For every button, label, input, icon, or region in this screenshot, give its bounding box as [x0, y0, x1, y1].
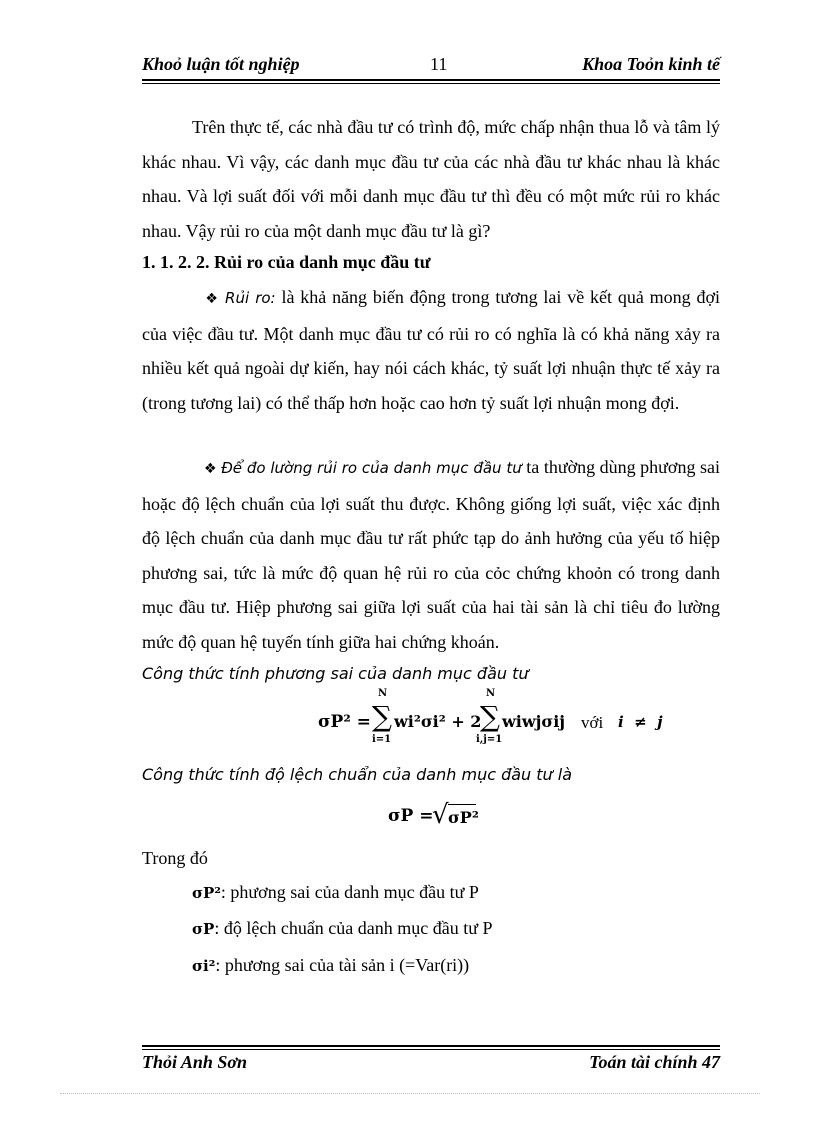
header-rule-thick: [142, 79, 720, 81]
sum-top-2: N: [486, 688, 496, 699]
measure-paragraph: [142, 450, 720, 659]
definitions-intro: Trong đó: [142, 848, 208, 868]
sum-top-1: N: [378, 688, 388, 699]
sigma-sum-icon: ∑: [372, 700, 392, 733]
stddev-formula: [388, 800, 488, 840]
diamond-bullet-icon: ❖: [204, 461, 217, 477]
variance-lhs: σP² =: [318, 712, 371, 732]
footer-rule-thin: [142, 1049, 720, 1050]
footer-left: Thỏi Anh Sơn: [142, 1052, 248, 1072]
variance-caption: Công thức tính phương sai của danh mục đầu tư: [142, 664, 529, 683]
measure-text: ta thường dùng phương sai hoặc độ lệch chuẩn của lợi suất thu được. Không giống lợi suất, việc xác định độ lệch chuẩn của danh mục đầu tư rất phức tạp do ảnh hưởng của yếu tố hiệp phương sai, tức là mức độ quan hệ rủi ro của cỏc chứng khoỏn có trong danh mục đầu tư. Hiệp phương sai giữa lợi suất của hai tài sản là chỉ tiêu đo lường mức độ quan hệ tuyến tính giữa hai chứng khoán.: [142, 457, 720, 652]
variance-formula: [318, 688, 663, 754]
definition-item: [192, 918, 493, 939]
condition: i ≠ j: [618, 713, 663, 731]
sum-bottom-1: i=1: [372, 734, 392, 745]
page-edge-dotted-line: [60, 1093, 760, 1094]
section-heading: 1. 1. 2. 2. Rủi ro của danh mục đầu tư: [142, 252, 431, 272]
stddev-lhs: σP =: [388, 806, 434, 826]
intro-text: Trên thực tế, các nhà đầu tư có trình độ, mức chấp nhận thua lỗ và tâm lý khác nhau. Vì vậy, các danh mục đầu tư của các nhà đầu tư khác nhau là khác nhau. Và lợi suất đối với mỗi danh mục đầu tư thì đều có một mức rủi ro khác nhau. Vậy rủi ro của một danh mục đầu tư là gì?: [142, 117, 720, 241]
definition-symbol: σi²: [192, 957, 216, 975]
sqrt-icon: √: [432, 800, 449, 830]
definition-text: : phương sai của tài sản i (=Var(ri)): [215, 955, 470, 975]
stddev-caption: Công thức tính độ lệch chuẩn của danh mục đầu tư là: [142, 765, 573, 784]
header-left: Khoỏ luận tốt nghiệp: [142, 54, 300, 74]
diamond-bullet-icon: ❖: [204, 291, 220, 307]
definition-symbol: σP: [192, 920, 215, 938]
page-number: 11: [430, 54, 448, 74]
condition-word: với: [581, 713, 604, 732]
footer-right: Toán tài chính 47: [589, 1052, 720, 1072]
footer-rule-thick: [142, 1045, 720, 1047]
definition-text: : độ lệch chuẩn của danh mục đầu tư P: [214, 918, 493, 938]
intro-paragraph: [142, 110, 720, 248]
definition-item: [192, 955, 469, 976]
header-right: Khoa Toỏn kinh tế: [582, 54, 720, 74]
variance-term-2: wiwjσij: [502, 712, 566, 731]
definition-item: [192, 882, 479, 903]
measure-term: Để đo lường rủi ro của danh mục đầu tư: [221, 459, 522, 477]
sigma-sum-icon: ∑: [480, 700, 500, 733]
risk-paragraph: [142, 280, 720, 420]
risk-text: là khả năng biến động trong tương lai về kết quả mong đợi của việc đầu tư. Một danh mục đầu tư có rủi ro có nghĩa là có khả năng xảy ra nhiều kết quả ngoài dự kiến, hay nói cách khác, tỷ suất lợi nhuận thực tế xảy ra (trong tương lai) có thể thấp hơn hoặc cao hơn tỷ suất lợi nhuận mong đợi.: [142, 287, 721, 413]
stddev-radicand: σP²: [448, 808, 479, 827]
definition-symbol: σP²: [192, 884, 221, 902]
definition-text: : phương sai của danh mục đầu tư P: [220, 882, 479, 902]
variance-term-1: wi²σi² + 2: [394, 712, 482, 731]
header-rule-thin: [142, 83, 720, 84]
sum-bottom-2: i,j=1: [476, 734, 503, 745]
sqrt-bar: [448, 804, 476, 805]
risk-term: Rủi ro:: [225, 289, 276, 307]
